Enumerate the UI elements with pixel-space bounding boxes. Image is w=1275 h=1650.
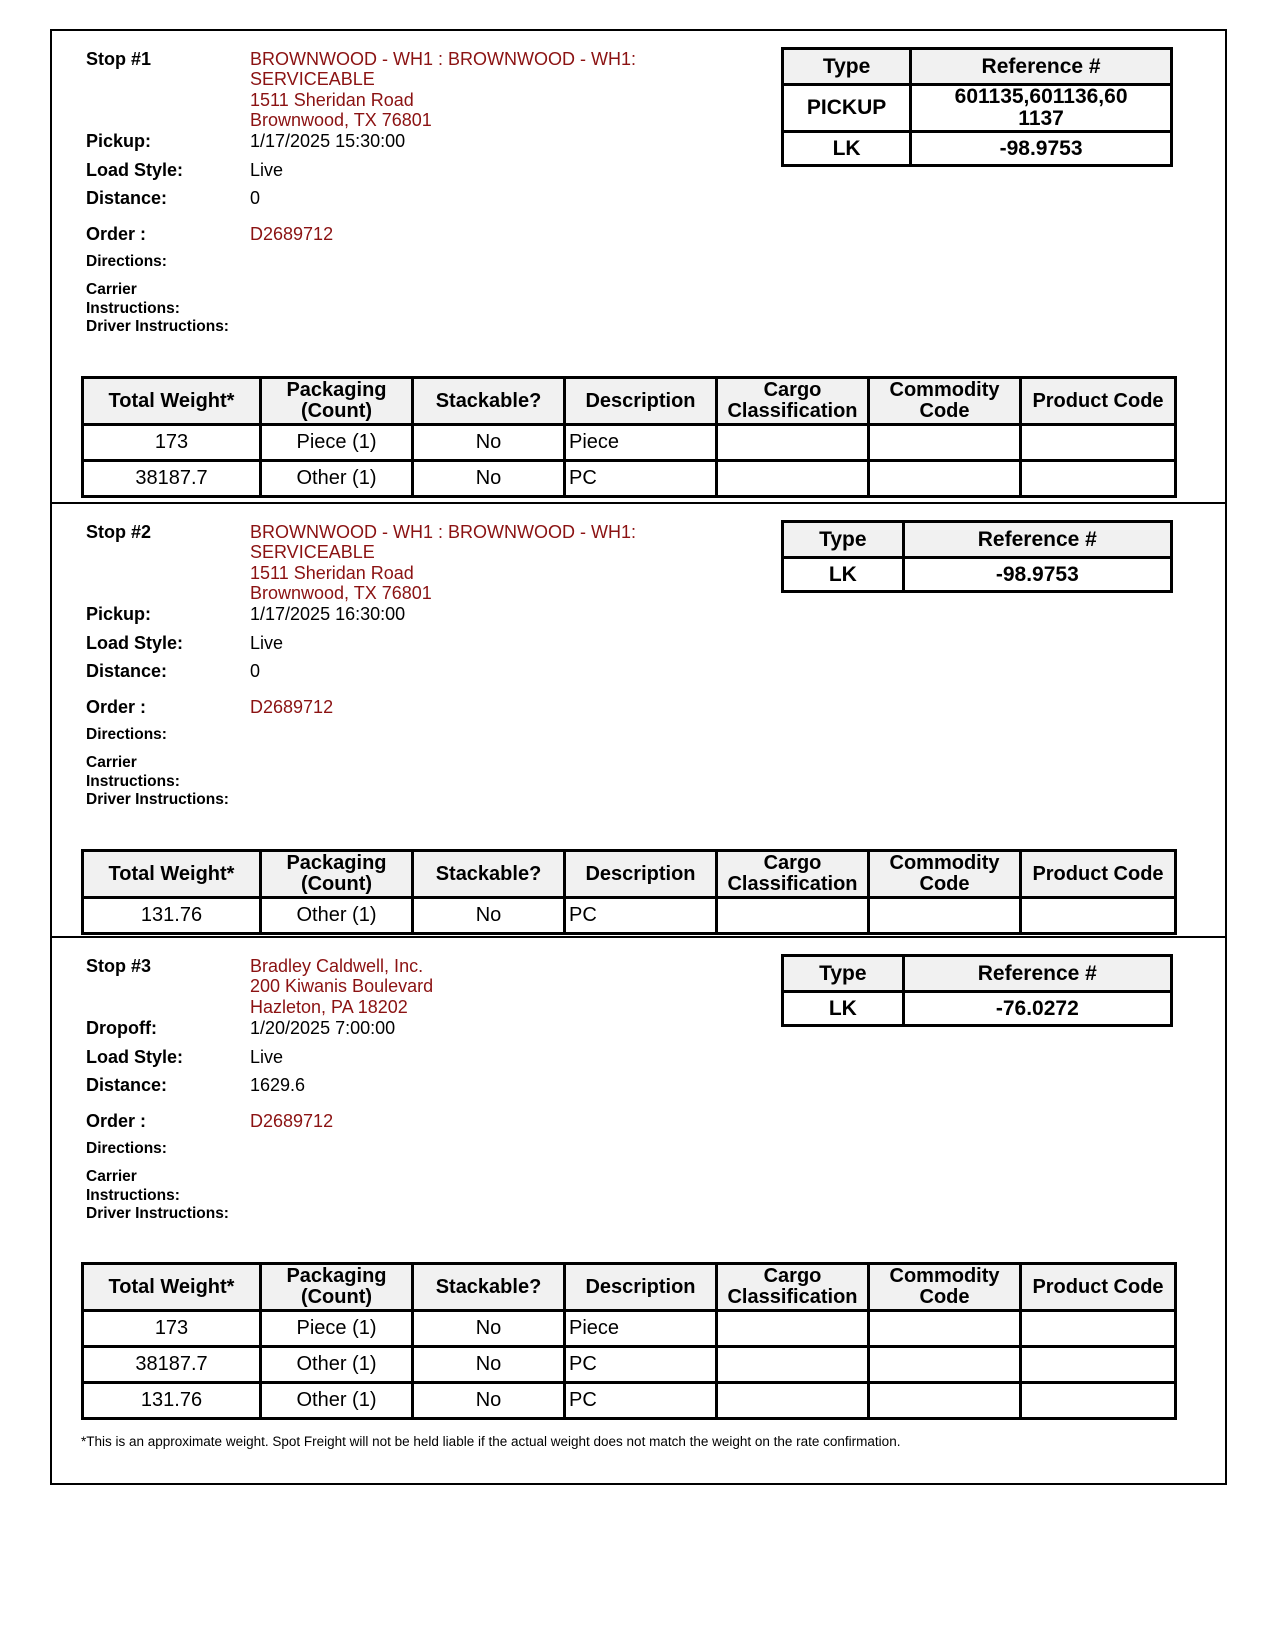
description-cell: PC (565, 461, 717, 497)
col-commodity-code: Commodity Code (869, 851, 1021, 898)
product-code-cell (1021, 1383, 1176, 1419)
packaging-cell: Other (1) (261, 1383, 413, 1419)
distance-label: Distance: (86, 661, 168, 681)
product-code-cell (1021, 1311, 1176, 1347)
cargo-classification-cell (717, 1383, 869, 1419)
col-cargo-classification: Cargo Classification (717, 378, 869, 425)
items-table (81, 1262, 1177, 1420)
product-code-cell (1021, 898, 1176, 934)
product-code-cell (1021, 461, 1176, 497)
load-style-label: Load Style: (86, 160, 184, 180)
ref-number-header: Reference # (903, 956, 1171, 992)
table-row (83, 898, 1176, 934)
table-row (83, 461, 1176, 497)
stop-divider (50, 502, 1227, 504)
description-cell: Piece (565, 1311, 717, 1347)
order-label: Order : (86, 1111, 147, 1131)
col-cargo-classification: Cargo Classification (717, 851, 869, 898)
product-code-cell (1021, 425, 1176, 461)
stop-title: Stop #2 (86, 522, 152, 542)
stop-address-line: Brownwood, TX 76801 (250, 110, 432, 130)
table-row (83, 1347, 1176, 1383)
stop-address-line: BROWNWOOD - WH1 : BROWNWOOD - WH1: (250, 522, 636, 542)
cargo-classification-cell (717, 425, 869, 461)
ref-number: -98.9753 (903, 558, 1171, 592)
order-number: D2689712 (250, 224, 334, 244)
packaging-cell: Other (1) (261, 898, 413, 934)
stop-title: Stop #3 (86, 956, 152, 976)
directions-label: Directions: (86, 253, 167, 270)
carrier-instructions-label: Instructions: (86, 1187, 180, 1204)
cargo-classification-cell (717, 898, 869, 934)
ref-number-header: Reference # (903, 522, 1171, 558)
table-row (83, 1383, 1176, 1419)
time-label: Pickup: (86, 604, 152, 624)
items-table (81, 849, 1177, 935)
ref-number (911, 85, 1172, 132)
driver-instructions-label: Driver Instructions: (86, 791, 229, 808)
distance-value: 1629.6 (250, 1075, 306, 1095)
description-cell: PC (565, 1383, 717, 1419)
weight-cell: 38187.7 (83, 1347, 261, 1383)
order-label: Order : (86, 224, 147, 244)
col-packaging: Packaging (Count) (261, 1264, 413, 1311)
time-value: 1/17/2025 16:30:00 (250, 604, 406, 624)
carrier-instructions-label: Carrier (86, 281, 137, 298)
table-row (83, 425, 1176, 461)
directions-label: Directions: (86, 1140, 167, 1157)
cargo-classification-cell (717, 1311, 869, 1347)
ref-type-header: Type (783, 522, 904, 558)
reference-table (781, 954, 1173, 1027)
carrier-instructions-label: Carrier (86, 754, 137, 771)
reference-table (781, 520, 1173, 593)
stackable-cell: No (413, 1311, 565, 1347)
commodity-code-cell (869, 1347, 1021, 1383)
ref-number: -98.9753 (911, 132, 1172, 166)
load-style-value: Live (250, 1047, 284, 1067)
ref-number-line: 601135,601136,60 (954, 85, 1128, 108)
carrier-instructions-label: Instructions: (86, 300, 180, 317)
weight-cell: 131.76 (83, 898, 261, 934)
stop-title: Stop #1 (86, 49, 152, 69)
col-commodity-code: Commodity Code (869, 378, 1021, 425)
time-label: Pickup: (86, 131, 152, 151)
stop-address-line: BROWNWOOD - WH1 : BROWNWOOD - WH1: (250, 49, 636, 69)
description-cell: Piece (565, 425, 717, 461)
time-value: 1/17/2025 15:30:00 (250, 131, 406, 151)
order-label: Order : (86, 697, 147, 717)
stackable-cell: No (413, 1383, 565, 1419)
carrier-instructions-label: Carrier (86, 1168, 137, 1185)
weight-cell: 173 (83, 1311, 261, 1347)
stackable-cell: No (413, 461, 565, 497)
col-total-weight: Total Weight* (83, 851, 261, 898)
col-product-code: Product Code (1021, 378, 1176, 425)
packaging-cell: Other (1) (261, 461, 413, 497)
distance-label: Distance: (86, 1075, 168, 1095)
load-style-label: Load Style: (86, 633, 184, 653)
table-row (83, 1311, 1176, 1347)
weight-cell: 38187.7 (83, 461, 261, 497)
stop-divider (50, 936, 1227, 938)
directions-label: Directions: (86, 726, 167, 743)
load-style-value: Live (250, 160, 284, 180)
stop-address-line: Bradley Caldwell, Inc. (250, 956, 424, 976)
stop-address-line: 1511 Sheridan Road (250, 563, 414, 583)
weight-disclaimer-footnote: *This is an approximate weight. Spot Freight will not be held liable if the actual weight does not match the weight on the rate confirmation. (81, 1434, 901, 1449)
stackable-cell: No (413, 1347, 565, 1383)
order-number: D2689712 (250, 697, 334, 717)
distance-value: 0 (250, 661, 261, 681)
weight-cell: 131.76 (83, 1383, 261, 1419)
driver-instructions-label: Driver Instructions: (86, 318, 229, 335)
col-stackable: Stackable? (413, 851, 565, 898)
col-description: Description (565, 1264, 717, 1311)
stop-address-line: 1511 Sheridan Road (250, 90, 414, 110)
weight-cell: 173 (83, 425, 261, 461)
commodity-code-cell (869, 461, 1021, 497)
col-total-weight: Total Weight* (83, 378, 261, 425)
commodity-code-cell (869, 1311, 1021, 1347)
commodity-code-cell (869, 898, 1021, 934)
load-style-label: Load Style: (86, 1047, 184, 1067)
stop-address-line: 200 Kiwanis Boulevard (250, 976, 434, 996)
ref-type: LK (783, 558, 904, 592)
time-value: 1/20/2025 7:00:00 (250, 1018, 396, 1038)
col-cargo-classification: Cargo Classification (717, 1264, 869, 1311)
ref-type: LK (783, 132, 911, 166)
ref-number-line: 1137 (1018, 107, 1064, 130)
carrier-instructions-label: Instructions: (86, 773, 180, 790)
commodity-code-cell (869, 425, 1021, 461)
ref-number-header: Reference # (911, 49, 1172, 85)
time-label: Dropoff: (86, 1018, 157, 1038)
stop-address-line: SERVICEABLE (250, 69, 375, 89)
packaging-cell: Other (1) (261, 1347, 413, 1383)
packaging-cell: Piece (1) (261, 1311, 413, 1347)
col-commodity-code: Commodity Code (869, 1264, 1021, 1311)
ref-type-header: Type (783, 956, 904, 992)
product-code-cell (1021, 1347, 1176, 1383)
distance-value: 0 (250, 188, 261, 208)
col-stackable: Stackable? (413, 1264, 565, 1311)
col-product-code: Product Code (1021, 1264, 1176, 1311)
col-packaging: Packaging (Count) (261, 851, 413, 898)
ref-type-header: Type (783, 49, 911, 85)
ref-type: PICKUP (783, 85, 911, 132)
load-style-value: Live (250, 633, 284, 653)
cargo-classification-cell (717, 1347, 869, 1383)
order-number: D2689712 (250, 1111, 334, 1131)
stop-address-line: SERVICEABLE (250, 542, 375, 562)
rate-confirmation-stops-frame (50, 29, 1227, 1485)
col-product-code: Product Code (1021, 851, 1176, 898)
commodity-code-cell (869, 1383, 1021, 1419)
stackable-cell: No (413, 898, 565, 934)
col-description: Description (565, 851, 717, 898)
cargo-classification-cell (717, 461, 869, 497)
description-cell: PC (565, 1347, 717, 1383)
packaging-cell: Piece (1) (261, 425, 413, 461)
items-table (81, 376, 1177, 498)
stop-address-line: Brownwood, TX 76801 (250, 583, 432, 603)
col-stackable: Stackable? (413, 378, 565, 425)
distance-label: Distance: (86, 188, 168, 208)
reference-table (781, 47, 1173, 167)
col-packaging: Packaging (Count) (261, 378, 413, 425)
description-cell: PC (565, 898, 717, 934)
col-total-weight: Total Weight* (83, 1264, 261, 1311)
ref-number: -76.0272 (903, 992, 1171, 1026)
col-description: Description (565, 378, 717, 425)
stackable-cell: No (413, 425, 565, 461)
driver-instructions-label: Driver Instructions: (86, 1205, 229, 1222)
stop-address-line: Hazleton, PA 18202 (250, 997, 408, 1017)
ref-type: LK (783, 992, 904, 1026)
